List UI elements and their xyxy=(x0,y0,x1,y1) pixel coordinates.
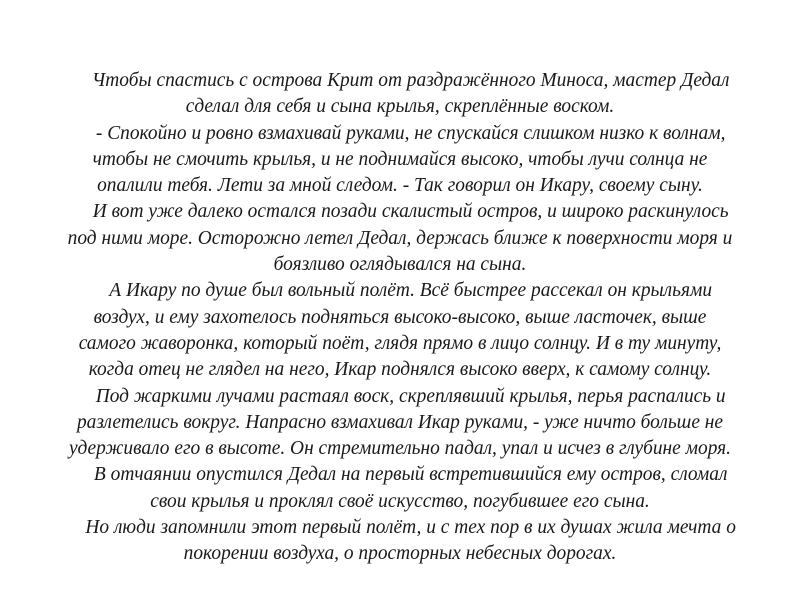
text-line: Под жаркими лучами растаял воск, скреплявший крылья, перья распались и xyxy=(95,384,726,407)
text-line: свои крылья и проклял своё искусство, погубившее его сына. xyxy=(150,489,650,512)
text-line: - Спокойно и ровно взмахивай руками, не спускайся слишком низко к волнам, xyxy=(95,121,726,144)
text-line: А Икару по душе был вольный полёт. Всё быстрее рассекал он крыльями xyxy=(109,279,713,302)
text-line: Чтобы спастись с острова Крит от раздражённого Миноса, мастер Дедал xyxy=(91,69,730,91)
text-line: когда отец не глядел на него, Икар поднялся высоко вверх, к самому солнцу. xyxy=(88,358,712,381)
text-line: И вот уже далеко остался позади скалистый остров, и широко раскинулось xyxy=(92,200,729,223)
text-line: сделал для себя и сына крылья, скреплённые воском. xyxy=(185,95,615,118)
text-line: В отчаянии опустился Дедал на первый встретившийся ему остров, сломал xyxy=(93,463,728,486)
text-line: удерживало его в высоте. Он стремительно падал, упал и исчез в глубине моря. xyxy=(68,437,732,460)
text-line: чтобы не смочить крылья, и не поднимайся высоко, чтобы лучи солнца не xyxy=(92,147,708,170)
text-line: Но люди запомнили этот первый полёт, и с тех пор в их душах жила мечта о xyxy=(85,516,736,539)
text-line: покорении воздуха, о просторных небесных дорогах. xyxy=(183,542,617,565)
text-line: под ними море. Осторожно летел Дедал, держась ближе к поверхности моря и xyxy=(67,226,733,249)
story-text xyxy=(0,67,800,567)
text-line: самого жаворонка, который поёт, глядя прямо в лицо солнцу. И в ту минуту, xyxy=(78,331,722,354)
text-line: разлетелись вокруг. Напрасно взмахивал Икар руками, - уже ничто больше не xyxy=(76,410,724,433)
text-line: воздух, и ему захотелось подняться высоко-высоко, выше ласточек, выше xyxy=(93,305,707,328)
text-line: опалили тебя. Лети за мной следом. - Так говорил он Икару, своему сыну. xyxy=(97,174,703,197)
text-line: боязливо оглядывался на сына. xyxy=(273,253,527,276)
